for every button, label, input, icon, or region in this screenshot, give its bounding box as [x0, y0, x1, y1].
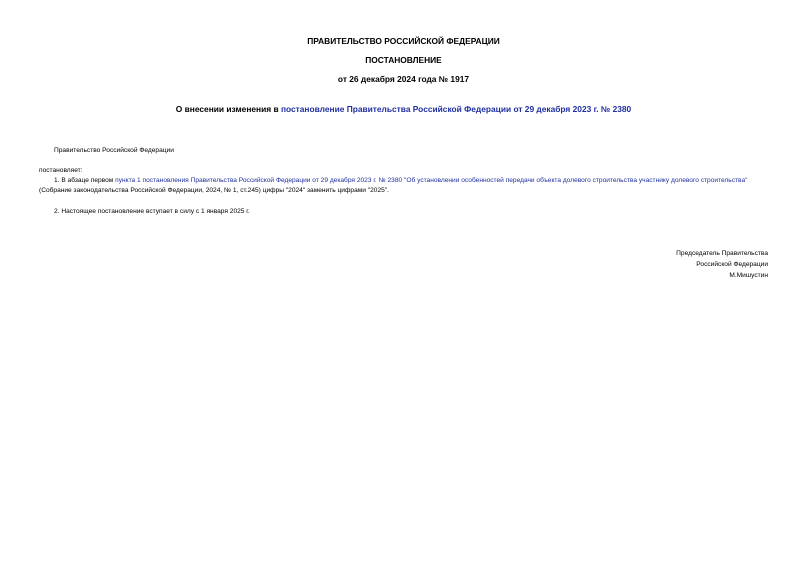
signature-position-line-1: Председатель Правительства	[676, 250, 768, 257]
signature-name: М.Мишустин	[729, 272, 768, 279]
document-type-heading: ПОСТАНОВЛЕНИЕ	[365, 55, 442, 65]
amended-resolution-link[interactable]: постановление Правительства Российской Федерации от 29 декабря 2023 г. № 2380	[280, 104, 632, 114]
document-title-prefix: О внесении изменения в	[175, 104, 281, 114]
item-1-prefix: 1. В абзаце первом	[54, 177, 116, 184]
signature-position-line-2: Российской Федерации	[696, 261, 768, 268]
item-1-suffix: (Собрание законодательства Российской Федерации, 2024, № 1, ст.245) цифры "2024" заменить цифрами "2025".	[39, 187, 389, 194]
government-heading: ПРАВИТЕЛЬСТВО РОССИЙСКОЙ ФЕДЕРАЦИИ	[307, 36, 500, 46]
resolves-text: постановляет:	[39, 167, 83, 174]
date-number-heading: от 26 декабря 2024 года № 1917	[337, 74, 470, 84]
issuer-text: Правительство Российской Федерации	[54, 147, 174, 154]
item-1-paragraph	[39, 176, 769, 196]
item-2-paragraph: 2. Настоящее постановление вступает в силу с 1 января 2025 г.	[54, 208, 250, 215]
item-1-point-link[interactable]: пункта 1 постановления Правительства Российской Федерации от 29 декабря 2023 г. № 2380	[115, 177, 403, 184]
item-1-title-link[interactable]: "Об установлении особенностей передачи объекта долевого строительства участнику долевого строительства"	[404, 177, 748, 184]
document-title	[0, 104, 807, 115]
